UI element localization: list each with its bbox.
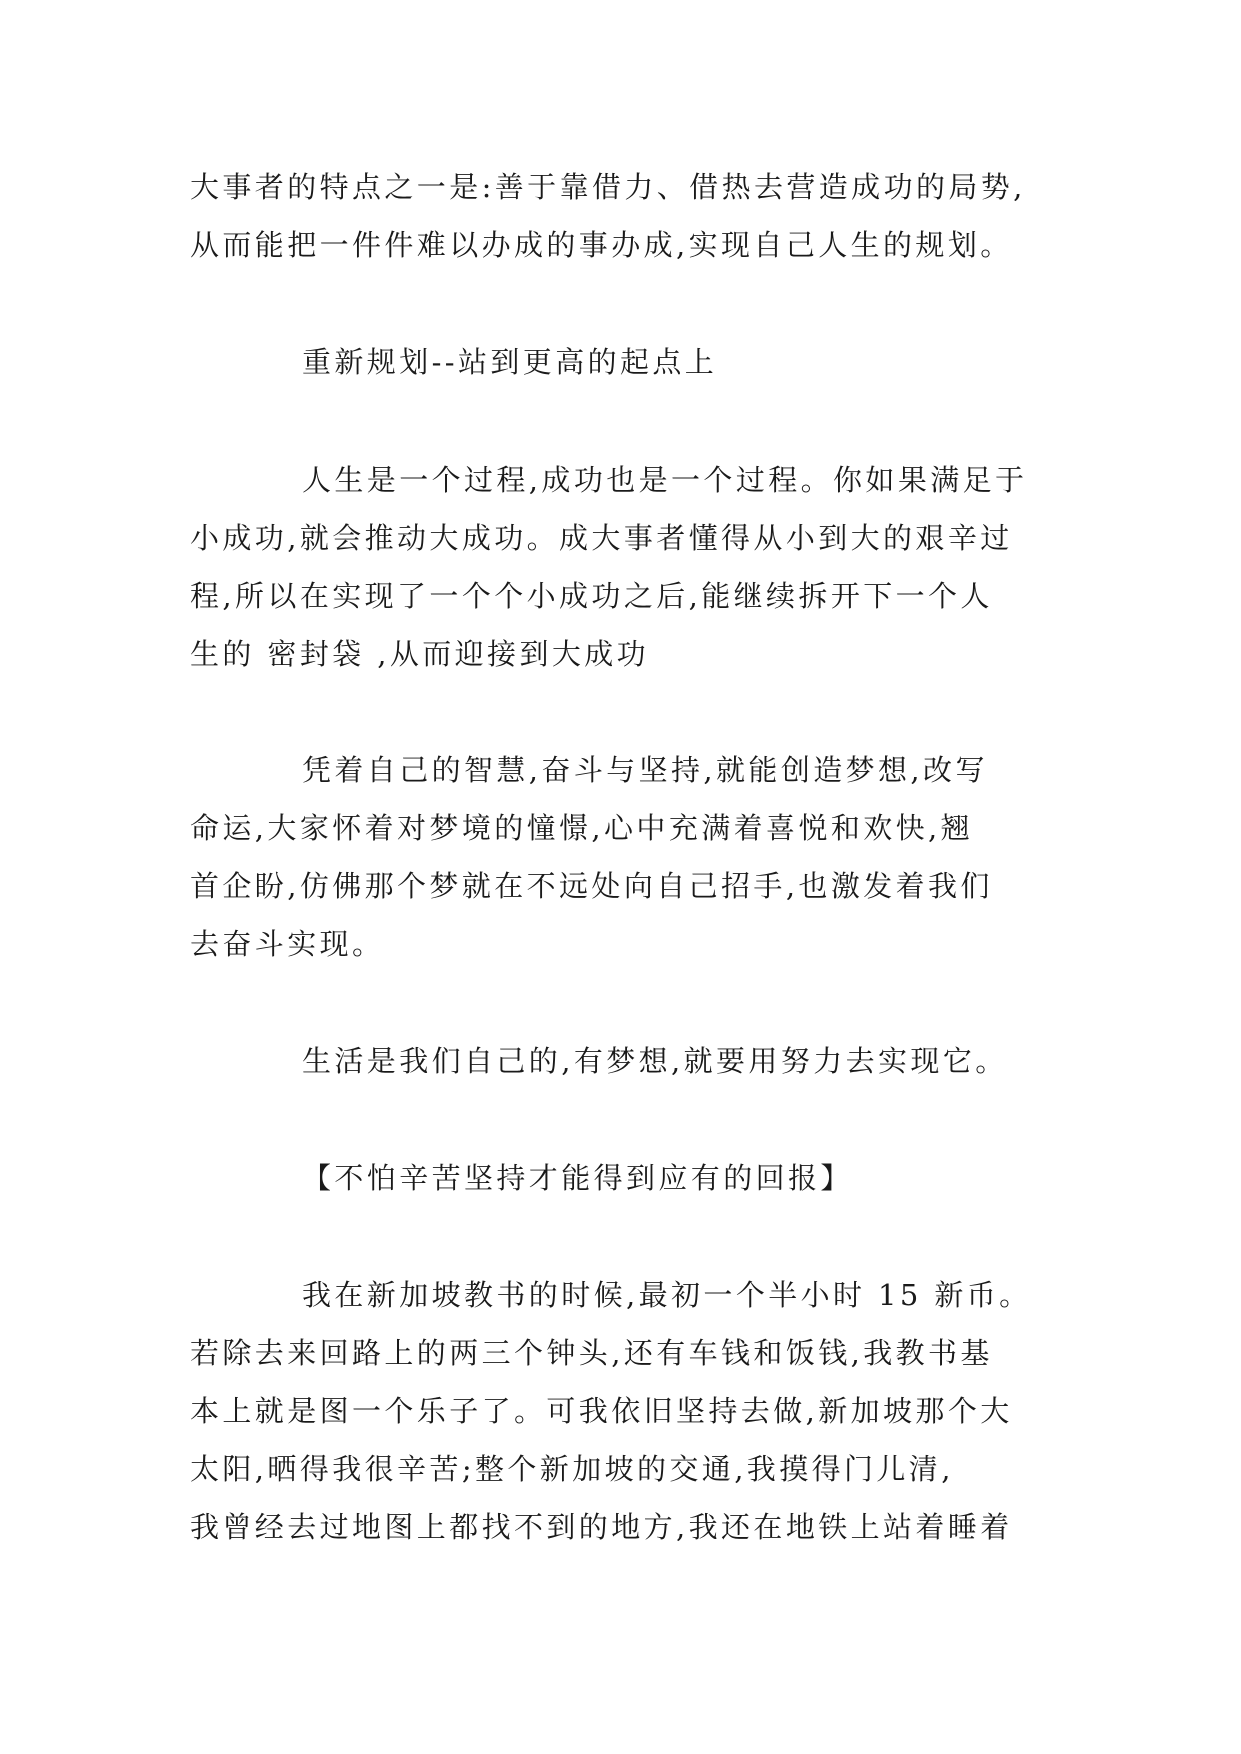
section-heading: 【不怕辛苦坚持才能得到应有的回报】	[302, 1161, 853, 1195]
text-line: 本上就是图一个乐子了。可我依旧坚持去做,新加坡那个大	[190, 1394, 1013, 1428]
text-line: 我曾经去过地图上都找不到的地方,我还在地铁上站着睡着	[190, 1510, 1013, 1544]
section-heading: 重新规划--站到更高的起点上	[302, 345, 718, 379]
text-line: 若除去来回路上的两三个钟头,还有车钱和饭钱,我教书基	[190, 1336, 993, 1370]
text-line: 大事者的特点之一是:善于靠借力、借热去营造成功的局势,	[190, 170, 1026, 204]
text-line: 凭着自己的智慧,奋斗与坚持,就能创造梦想,改写	[302, 753, 988, 787]
text-line: 命运,大家怀着对梦境的憧憬,心中充满着喜悦和欢快,翘	[190, 811, 974, 845]
text-line: 首企盼,仿佛那个梦就在不远处向自己招手,也激发着我们	[190, 869, 993, 903]
text-line: 我在新加坡教书的时候,最初一个半小时 15 新币。	[302, 1278, 1032, 1312]
text-line: 人生是一个过程,成功也是一个过程。你如果满足于	[302, 463, 1028, 497]
text-line: 小成功,就会推动大成功。成大事者懂得从小到大的艰辛过	[190, 521, 1013, 555]
text-line: 从而能把一件件难以办成的事办成,实现自己人生的规划。	[190, 228, 1013, 262]
text-line: 生活是我们自己的,有梦想,就要用努力去实现它。	[302, 1044, 1008, 1078]
text-line: 太阳,晒得我很辛苦;整个新加坡的交通,我摸得门儿清,	[190, 1452, 954, 1486]
text-line: 生的 密封袋 ,从而迎接到大成功	[190, 637, 650, 671]
text-line: 去奋斗实现。	[190, 927, 385, 961]
text-line: 程,所以在实现了一个个小成功之后,能继续拆开下一个人	[190, 579, 993, 613]
